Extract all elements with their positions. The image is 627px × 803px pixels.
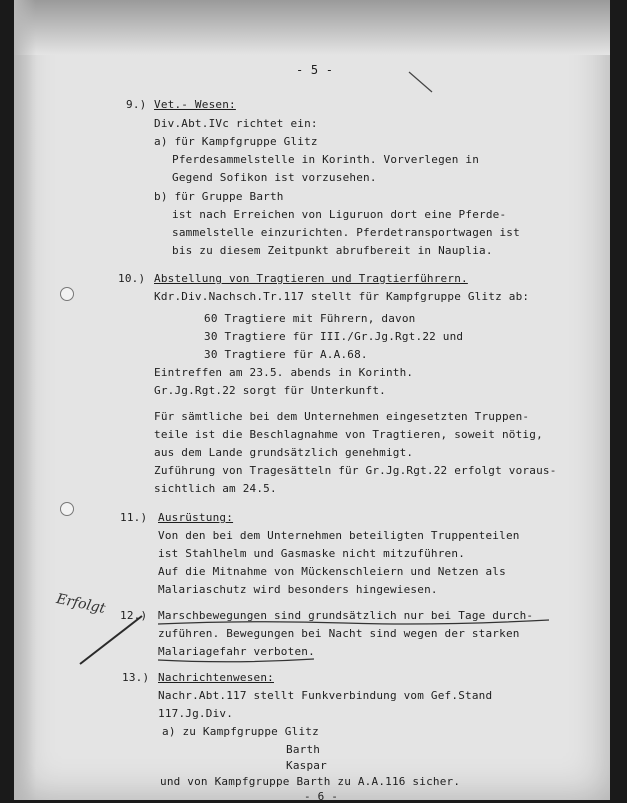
check-stroke (80, 616, 142, 664)
text-line: ist nach Erreichen von Liguruon dort eine Pferde- (172, 208, 507, 221)
section-number: 12.) (120, 609, 148, 622)
section-heading: Vet.- Wesen: (154, 98, 236, 111)
section-number: 9.) (126, 98, 147, 111)
page-number-bottom: - 6 - (304, 790, 339, 803)
text-line: aus dem Lande grundsätzlich genehmigt. (154, 446, 414, 459)
text-line: zuführen. Bewegungen bei Nacht sind wegen der starken (158, 627, 520, 640)
text-line: Eintreffen am 23.5. abends in Korinth. (154, 366, 414, 379)
text-line: Zuführung von Tragesätteln für Gr.Jg.Rgt.22 erfolgt voraus- (154, 464, 557, 477)
text-line: bis zu diesem Zeitpunkt abrufbereit in Nauplia. (172, 244, 493, 257)
section-number: 11.) (120, 511, 148, 524)
text-line: Kaspar (286, 759, 327, 772)
section-heading: Ausrüstung: (158, 511, 234, 524)
text-line: Malariagefahr verboten. (158, 645, 315, 658)
section-heading: Abstellung von Tragtieren und Tragtierführern. (154, 272, 468, 285)
text-line: sichtlich am 24.5. (154, 482, 277, 495)
section-number: 13.) (122, 671, 150, 684)
section-number: 10.) (118, 272, 146, 285)
text-line: und von Kampfgruppe Barth zu A.A.116 sicher. (160, 775, 461, 788)
section-heading: Marschbewegungen sind grundsätzlich nur bei Tage durch- (158, 609, 534, 622)
text-line: b) für Gruppe Barth (154, 190, 284, 203)
text-line: 117.Jg.Div. (158, 707, 234, 720)
text-line: teile ist die Beschlagnahme von Tragtieren, soweit nötig, (154, 428, 543, 441)
text-line: Div.Abt.IVc richtet ein: (154, 117, 318, 130)
text-line: ist Stahlhelm und Gasmaske nicht mitzuführen. (158, 547, 466, 560)
text-line: Auf die Mitnahme von Mückenschleiern und Netzen als (158, 565, 506, 578)
text-line: a) zu Kampfgruppe Glitz (162, 725, 319, 738)
text-line: Nachr.Abt.117 stellt Funkverbindung vom Gef.Stand (158, 689, 493, 702)
text-line: 30 Tragtiere für III./Gr.Jg.Rgt.22 und (204, 330, 464, 343)
text-line: Pferdesammelstelle in Korinth. Vorverlegen in (172, 153, 480, 166)
text-line: Für sämtliche bei dem Unternehmen eingesetzten Truppen- (154, 410, 530, 423)
text-line: Gr.Jg.Rgt.22 sorgt für Unterkunft. (154, 384, 386, 397)
document-page (14, 0, 610, 803)
handwritten-margin-note: Erfolgt (54, 591, 107, 617)
text-line: sammelstelle einzurichten. Pferdetransportwagen ist (172, 226, 520, 239)
text-line: 30 Tragtiere für A.A.68. (204, 348, 368, 361)
pencil-tick (409, 72, 432, 92)
page-number-top: - 5 - (296, 63, 334, 77)
underline-mark (158, 620, 549, 624)
text-line: Malariaschutz wird besonders hingewiesen. (158, 583, 438, 596)
section-heading: Nachrichtenwesen: (158, 671, 274, 684)
text-line: Von den bei dem Unternehmen beteiligten Truppenteilen (158, 529, 520, 542)
text-line: a) für Kampfgruppe Glitz (154, 135, 318, 148)
text-line: Gegend Sofikon ist vorzusehen. (172, 171, 377, 184)
underline-mark (158, 659, 314, 662)
text-line: Kdr.Div.Nachsch.Tr.117 stellt für Kampfgruppe Glitz ab: (154, 290, 530, 303)
text-line: 60 Tragtiere mit Führern, davon (204, 312, 416, 325)
pencil-marks (14, 0, 610, 800)
text-line: Barth (286, 743, 321, 756)
